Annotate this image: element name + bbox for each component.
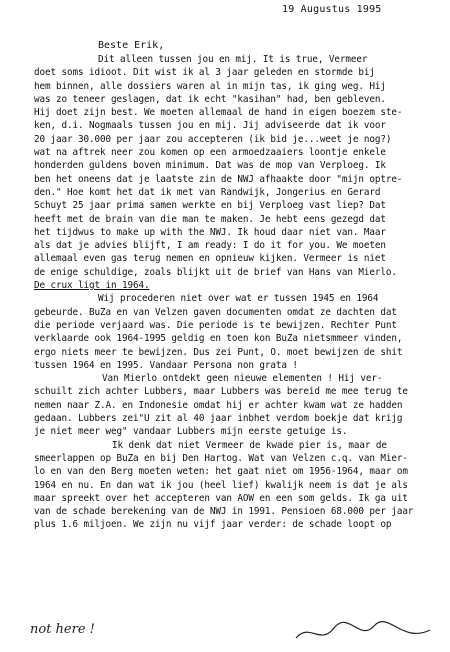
letter-line: De crux ligt in 1964. <box>34 280 150 292</box>
letter-line: ben het oneens dat je laatste zin de NWJ afhaakte door "mijn optre- <box>34 173 403 185</box>
letter-line: 1964 en nu. En dan wat ik jou (heel lief) kwalijk neem is dat je als <box>34 479 408 491</box>
letter-line: plus 1.6 miljoen. We zijn nu vijf jaar verder: de schade loopt op <box>34 519 392 531</box>
letter-line: honderden guldens boven minimum. Dat was de mop van Verploeg. Ik <box>34 160 386 172</box>
letter-date: 19 Augustus 1995 <box>282 4 382 15</box>
letter-line: Hij doet zijn best. We moeten allemaal de hand in eigen boezem ste- <box>34 107 403 119</box>
letter-line: Ik denk dat niet Vermeer de kwade pier is, maar de <box>112 439 387 451</box>
letter-line: 20 jaar 30.000 per jaar zou accepteren (ik bid je...weet je nog?) <box>34 133 392 145</box>
letter-line: schuilt zich achter Lubbers, maar Lubbers was bereid me mee terug te <box>34 386 408 398</box>
letter-line: tussen 1964 en 1995. Vandaar Persona non grata ! <box>34 359 298 371</box>
letter-line: den." Hoe komt het dat ik met van Randwijk, Jongerius en Gerard <box>34 186 381 198</box>
letter-line: nemen naar Z.A. en Indonesie omdat hij er achter kwam wat ze hadden <box>34 399 403 411</box>
letter-line: maar spreekt over het accepteren van AOW en een som gelds. Ik ga uit <box>34 492 408 504</box>
letter-line: het tijdwus to make up with the NWJ. Ik houd daar niet van. Maar <box>34 226 386 238</box>
signature-scribble <box>290 616 440 650</box>
letter-line: Wij procederen niet over wat er tussen 1945 en 1964 <box>98 293 379 305</box>
letter-line: doet soms idioot. Dit wist ik al 3 jaar geleden en stormde bij <box>34 67 375 79</box>
letter-line: van de schade berekening van de NWJ in 1991. Pensioen 68.000 per jaar <box>34 506 414 518</box>
letter-line: was zo teneer geslagen, dat ik echt "kasihan" had, ben gebleven. <box>34 93 386 105</box>
letter-line: als dat je advies blijft, I am ready: I do it for you. We moeten <box>34 240 386 252</box>
letter-line: allemaal even gas terug nemen en opnieuw kijken. Vermeer is niet <box>34 253 386 265</box>
letter-footer <box>0 616 450 652</box>
letter-line: gebeurde. BuZa en van Velzen gaven documenten omdat ze dachten dat <box>34 306 397 318</box>
letter-line: ergo niets meer te bewijzen. Dus zei Punt, O. moet bewijzen de shit <box>34 346 403 358</box>
letter-line: Schuyt 25 jaar prima samen werkte en bij Verploeg vast liep? Dat <box>34 200 386 212</box>
letter-line: die periode verjaard was. Die periode is te bewijzen. Rechter Punt <box>34 319 397 331</box>
letter-line: Dit alleen tussen jou en mij. It is true, Vermeer <box>98 54 368 65</box>
letter-line: hem binnen, alle dossiers waren al in mijn tas, ik ging weg. Hij <box>34 80 386 92</box>
letter-line: lo en van den Berg moeten weten: het gaat niet om 1956-1964, maar om <box>34 466 408 478</box>
letter-line: heeft met de brain van die man te maken. Je hebt eens gezegd dat <box>34 213 386 225</box>
letter-body <box>34 53 446 532</box>
handwritten-note: not here ! <box>30 622 95 637</box>
letter-line: verklaarde ook 1964-1995 geldig en toen kon BuZa nietsmmeer vinden, <box>34 333 403 345</box>
letter-line: smeerlappen op BuZa en bij Den Hartog. Wat van Velzen c.q. van Mier- <box>34 452 408 464</box>
letter-line: ken, d.i. Nogmaals tussen jou en mij. Jij adviseerde dat ik voor <box>34 120 386 132</box>
letter-line: wat na aftrek neer zou komen op een armoedzaaiers loontje enkele <box>34 147 386 159</box>
letter-line: gedaan. Lubbers zei"U zit al 40 jaar inbhet verdom boekje dat krijg <box>34 413 403 425</box>
letter-line: Van Mierlo ontdekt geen nieuwe elementen ! Hij ver- <box>102 373 383 385</box>
salutation: Beste Erik, <box>98 40 165 51</box>
letter-line: je niet meer weg" vandaar Lubbers mijn eerste getuige is. <box>34 426 348 438</box>
letter-line: de enige schuldige, zoals blijkt uit de brief van Hans van Mierlo. <box>34 266 397 278</box>
